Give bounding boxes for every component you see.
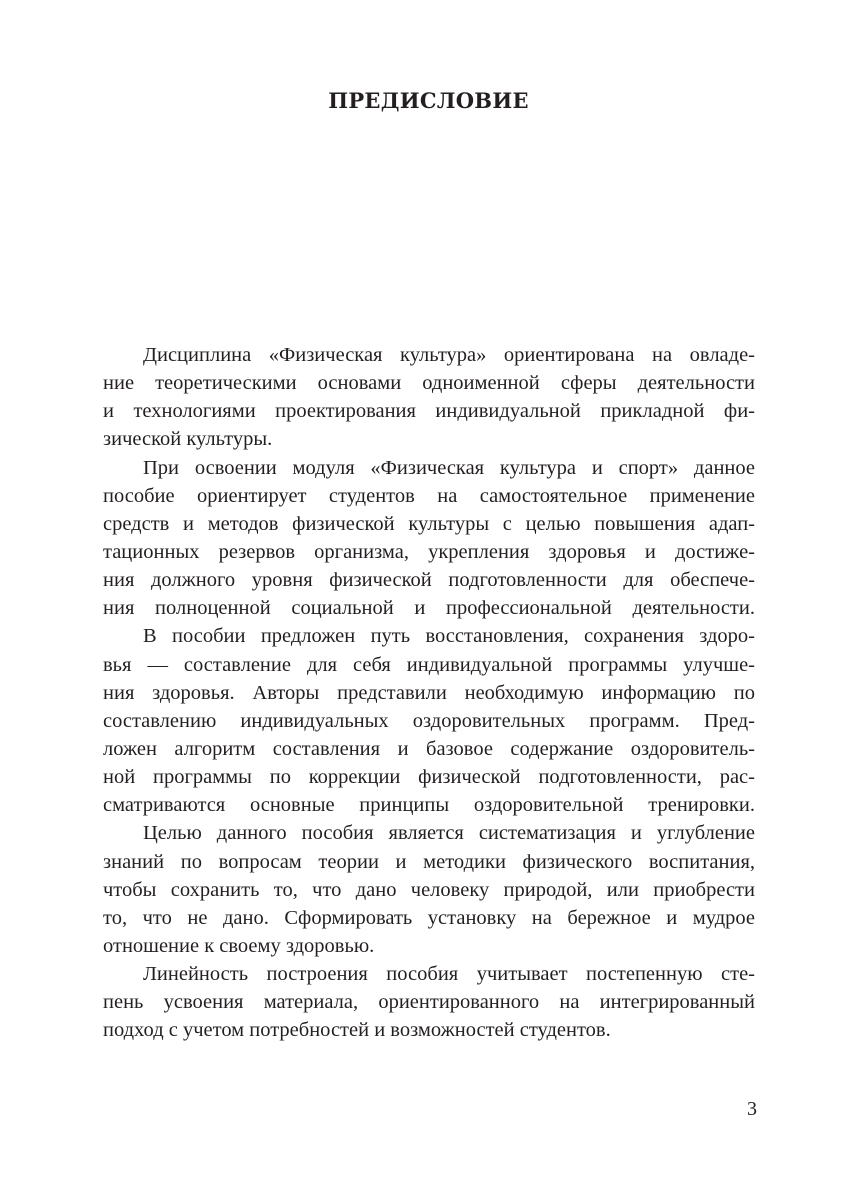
body-text [103,341,755,1045]
text-line: При освоении модуля «Физическая культура и спорт» данное [143,456,755,479]
text-line: ния полноценной социальной и профессиональной деятельности. [103,597,755,620]
text-line: ние теоретическими основами одноименной сферы деятельности [103,372,755,395]
text-line: ния должного уровня физической подготовленности для обеспече- [103,569,755,592]
text-line: отношение к своему здоровью. [103,934,375,957]
text-line: ложен алгоритм составления и базовое содержание оздоровитель- [103,737,755,760]
paragraph-5 [103,960,755,1044]
text-line: средств и методов физической культуры с целью повышения адап- [103,512,755,535]
text-line: сматриваются основные принципы оздоровительной тренировки. [103,794,755,817]
paragraph-1 [103,341,755,454]
text-line: зической культуры. [103,428,273,451]
paragraph-4 [103,819,755,960]
text-line: В пособии предложен путь восстановления, сохранения здоро- [143,625,755,648]
paragraph-2 [103,454,755,623]
text-line: составлению индивидуальных оздоровительных программ. Пред- [103,709,755,732]
text-line: Линейность построения пособия учитывает постепенную сте- [143,963,755,986]
page-title: ПРЕДИСЛОВИЕ [328,88,529,113]
text-line: чтобы сохранить то, что дано человеку природой, или приобрести [103,878,755,901]
paragraph-3 [103,622,755,819]
text-line: Дисциплина «Физическая культура» ориентирована на овладе- [143,344,755,366]
text-line: ния здоровья. Авторы представили необходимую информацию по [103,681,755,704]
text-line: и технологиями проектирования индивидуальной прикладной фи- [103,400,755,423]
text-line: подход с учетом потребностей и возможностей студентов. [103,1019,611,1042]
text-line: пособие ориентирует студентов на самостоятельное применение [103,484,755,507]
text-line: знаний по вопросам теории и методики физического воспитания, [103,850,755,873]
text-line: пень усвоения материала, ориентированного на интегрированный [103,991,755,1014]
text-line: Целью данного пособия является систематизация и углубление [143,822,755,845]
page-number: 3 [747,1098,757,1120]
text-line: тационных резервов организма, укрепления здоровья и достиже- [103,540,755,563]
text-line: то, что не дано. Сформировать установку на бережное и мудрое [103,906,755,929]
text-line: ной программы по коррекции физической подготовленности, рас- [103,766,755,789]
text-line: вья — составление для себя индивидуальной программы улучше- [103,653,755,676]
